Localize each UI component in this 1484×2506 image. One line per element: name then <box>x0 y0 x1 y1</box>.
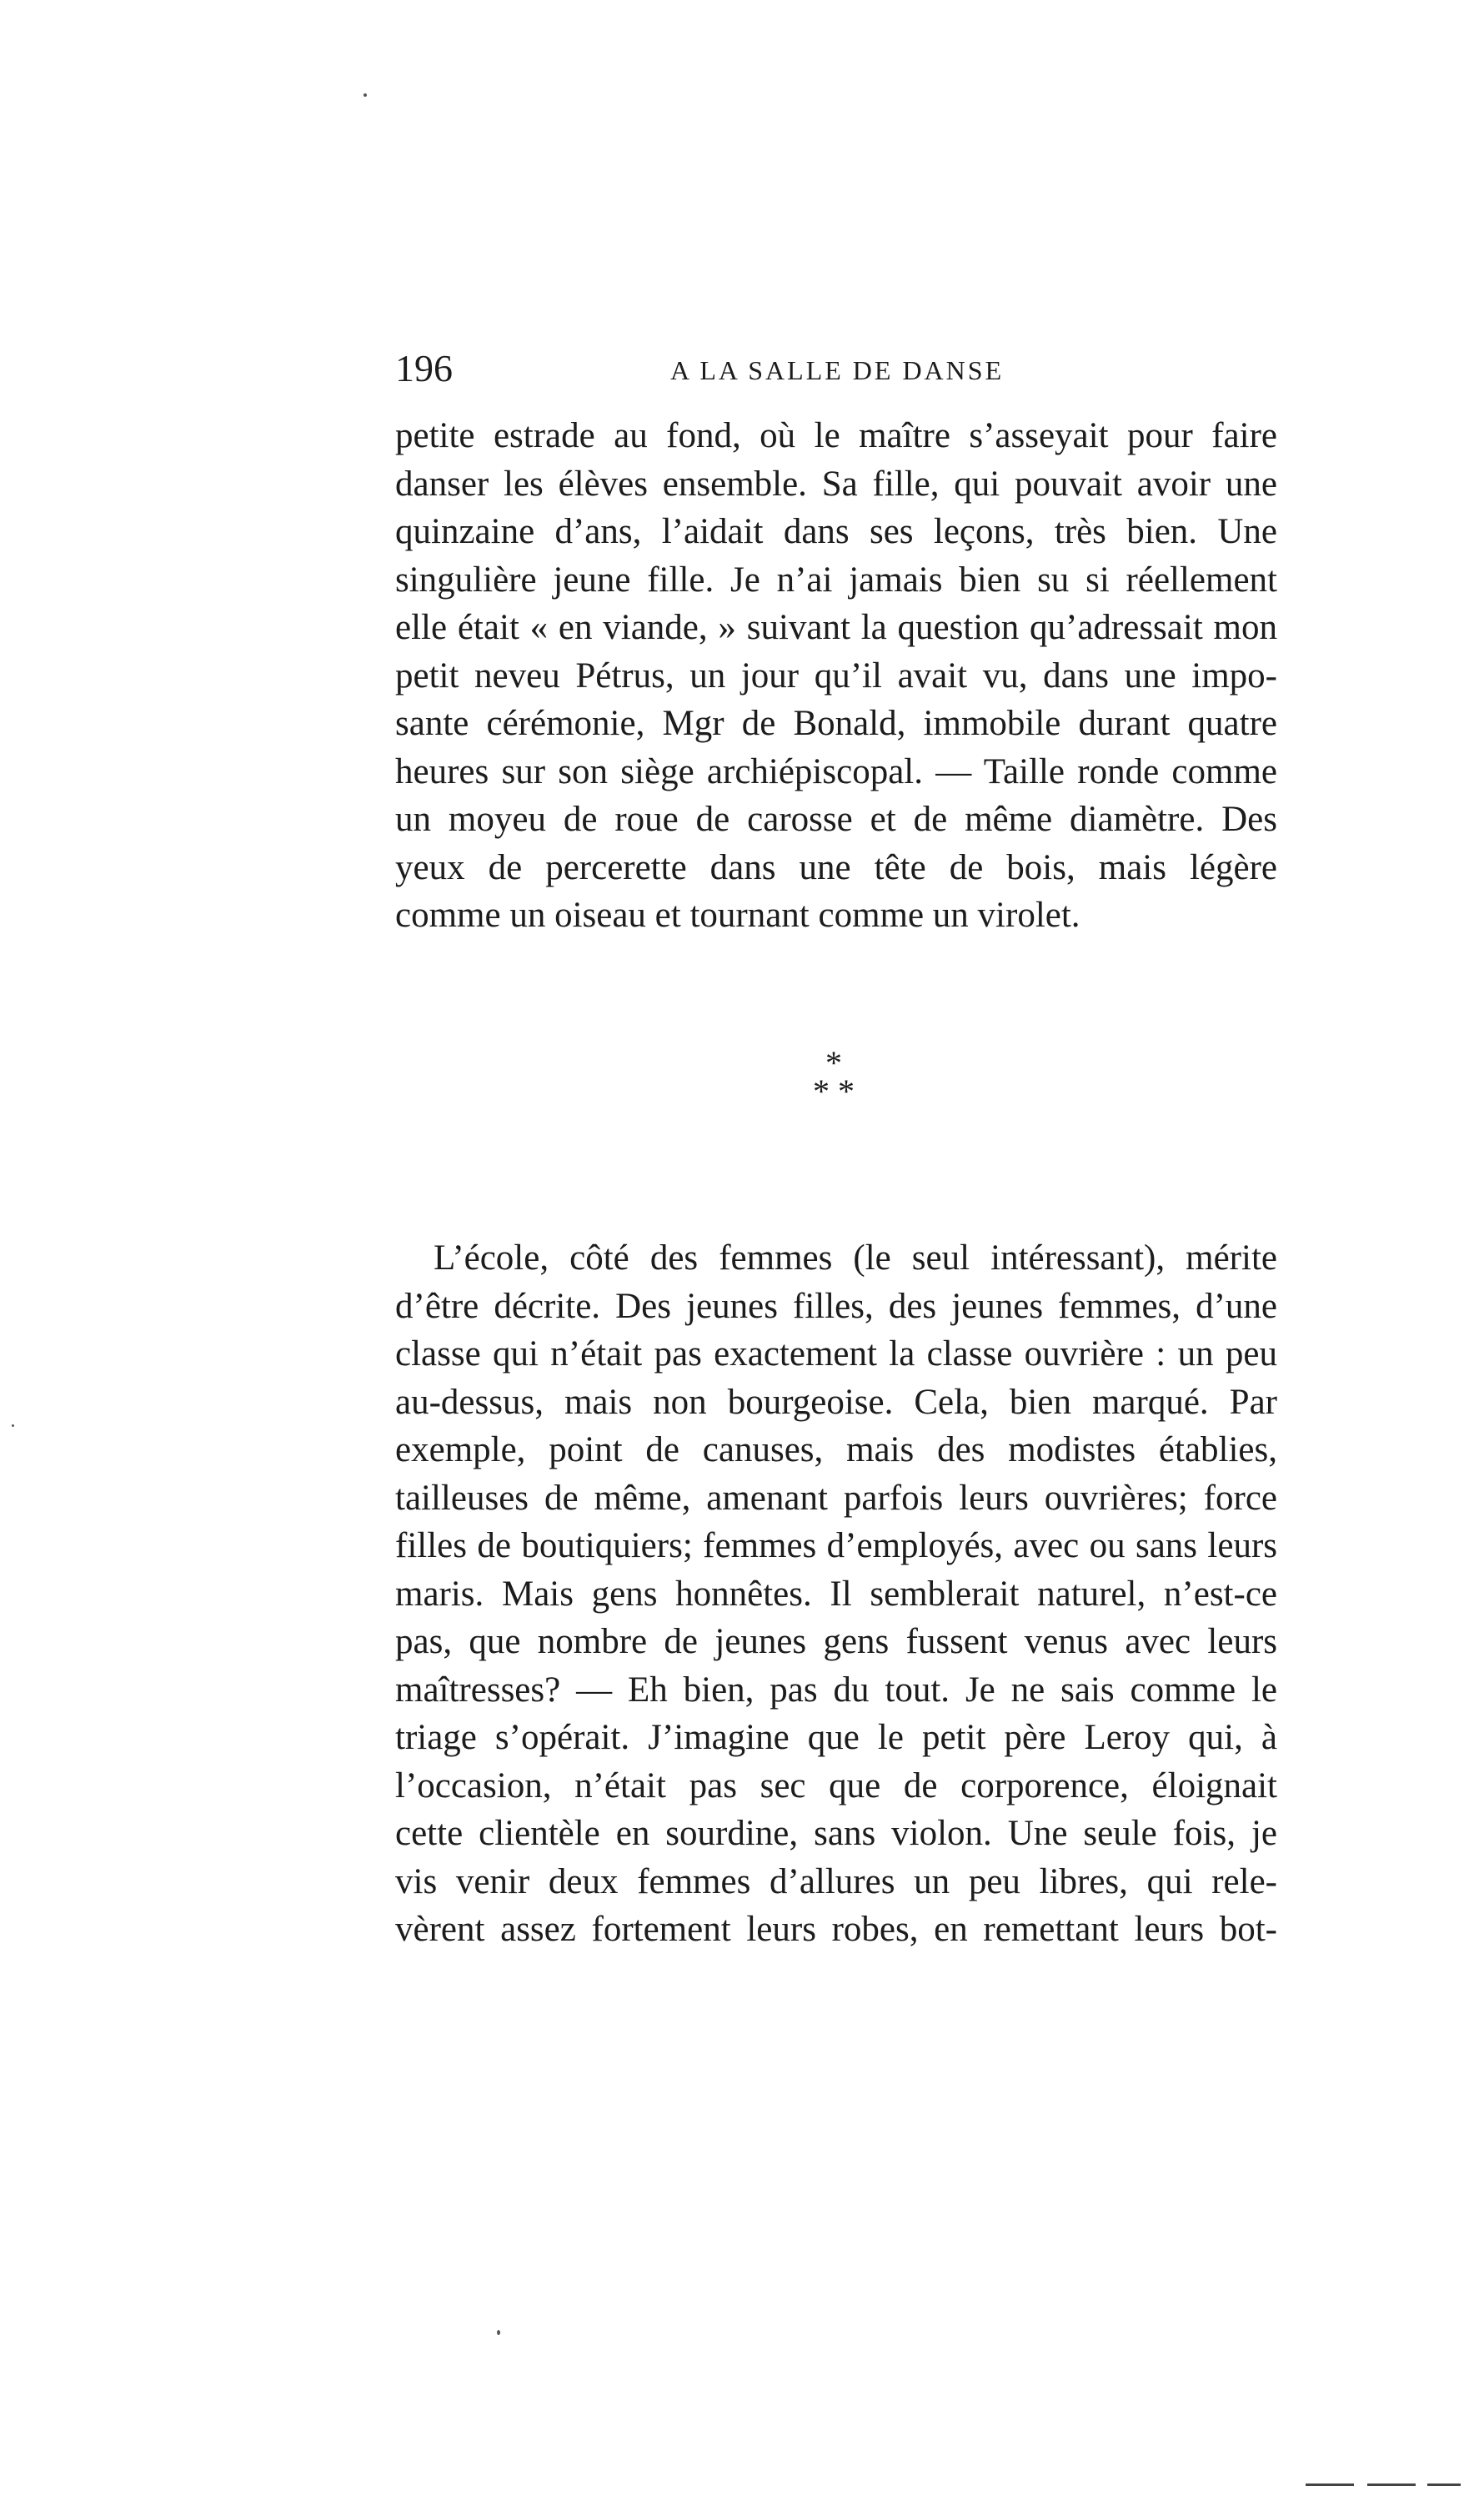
page-number: 196 <box>395 347 453 389</box>
text-line: exemple, point de canuses, mais des modistes établies, <box>395 1430 1277 1469</box>
text-line: tailleuses de même, amenant parfois leurs ouvrières; force <box>395 1478 1277 1518</box>
scan-edge-mark <box>1306 2483 1354 2486</box>
paragraph-2 <box>395 1234 1277 1954</box>
asterism-top: * <box>825 1044 842 1082</box>
asterism-divider <box>784 1044 884 1116</box>
text-line: singulière jeune fille. Je n’ai jamais bien su si réellement <box>395 560 1277 600</box>
scan-speck <box>363 93 367 97</box>
text-line: petite estrade au fond, où le maître s’asseyait pour faire <box>395 416 1277 455</box>
text-line: maris. Mais gens honnêtes. Il semblerait naturel, n’est-ce <box>395 1574 1277 1614</box>
scan-edge-mark <box>1427 2483 1461 2486</box>
text-line: vèrent assez fortement leurs robes, en remettant leurs bot- <box>395 1910 1277 1949</box>
text-line: heures sur son siège archiépiscopal. — Taille ronde comme <box>395 751 1277 791</box>
text-line: triage s’opérait. J’imagine que le petit père Leroy qui, à <box>395 1718 1277 1757</box>
scan-speck <box>12 1424 14 1427</box>
text-line: au-dessus, mais non bourgeoise. Cela, bien marqué. Par <box>395 1382 1277 1422</box>
scan-speck <box>497 2330 500 2335</box>
text-line: elle était « en viande, » suivant la question qu’adressait mon <box>395 608 1277 647</box>
text-line: vis venir deux femmes d’allures un peu libres, qui rele- <box>395 1861 1277 1901</box>
paragraph-1 <box>395 412 1277 940</box>
text-line: filles de boutiquiers; femmes d’employés, avec ou sans leurs <box>395 1526 1277 1565</box>
text-line: d’être décrite. Des jeunes filles, des jeunes femmes, d’une <box>395 1286 1277 1326</box>
text-line: quinzaine d’ans, l’aidait dans ses leçons, très bien. Une <box>395 512 1277 551</box>
text-line: L’école, côté des femmes (le seul intéressant), mérite <box>434 1238 1277 1278</box>
running-title: A LA SALLE DE DANSE <box>670 355 1005 385</box>
scan-edge-mark <box>1367 2483 1416 2486</box>
text-line: danser les élèves ensemble. Sa fille, qui pouvait avoir une <box>395 464 1277 504</box>
text-line: sante cérémonie, Mgr de Bonald, immobile durant quatre <box>395 704 1277 743</box>
text-line: l’occasion, n’était pas sec que de corporence, éloignait <box>395 1765 1277 1805</box>
text-line: pas, que nombre de jeunes gens fussent venus avec leurs <box>395 1622 1277 1661</box>
text-line: cette clientèle en sourdine, sans violon. Une seule fois, je <box>395 1814 1277 1853</box>
text-line: petit neveu Pétrus, un jour qu’il avait vu, dans une impo- <box>395 655 1277 696</box>
text-line: un moyeu de roue de carosse et de même diamètre. Des <box>395 800 1277 839</box>
text-line: yeux de percerette dans une tête de bois, mais légère <box>395 847 1277 887</box>
text-line: comme un oiseau et tournant comme un virolet. <box>395 896 1080 935</box>
text-line: classe qui n’était pas exactement la classe ouvrière : un peu <box>395 1334 1277 1374</box>
running-head <box>395 344 1277 394</box>
text-line: maîtresses? — Eh bien, pas du tout. Je ne sais comme le <box>395 1670 1277 1710</box>
asterism-bottom: * * <box>813 1072 855 1110</box>
